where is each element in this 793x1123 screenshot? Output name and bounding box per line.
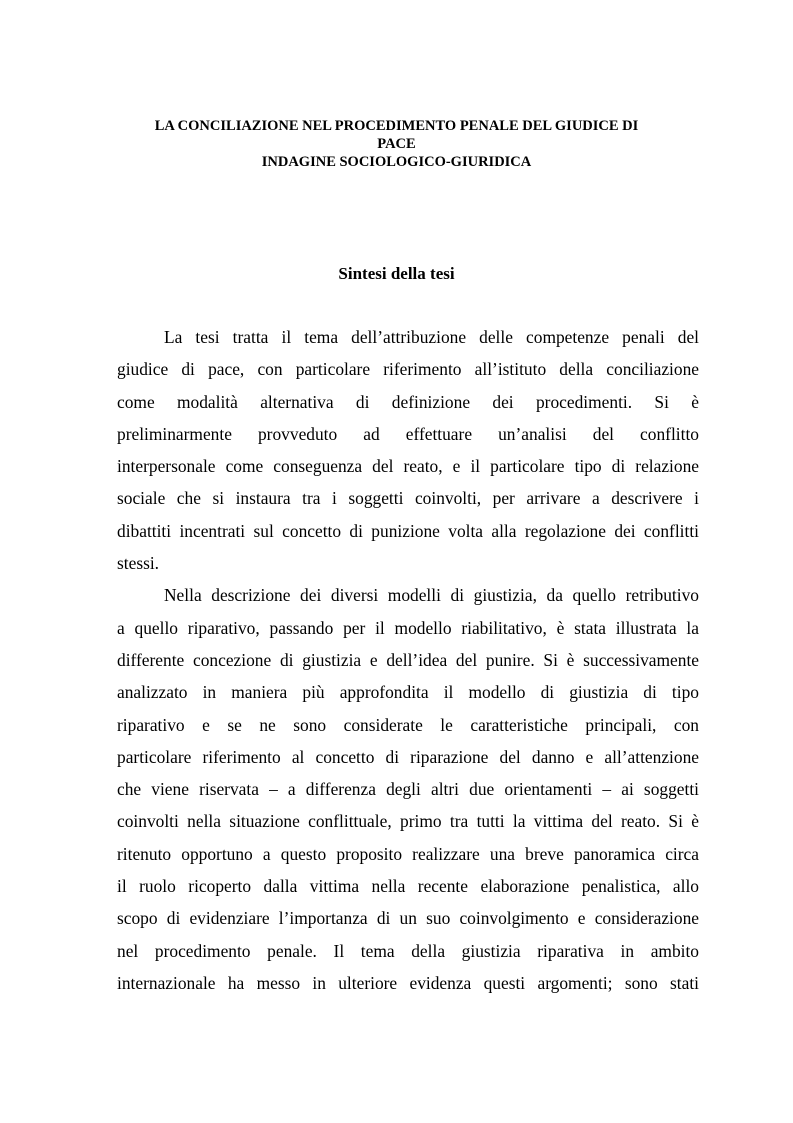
- title-line: PACE: [377, 136, 416, 152]
- paragraph-line: nel procedimento penale. Il tema della giustizia riparativa in ambito: [117, 940, 699, 961]
- paragraph-line: che viene riservata – a differenza degli altri due orientamenti – ai soggetti: [117, 779, 699, 800]
- document-title: [100, 117, 693, 171]
- paragraph-line: Nella descrizione dei diversi modelli di giustizia, da quello retributivo: [164, 585, 699, 606]
- body-text: [117, 321, 699, 999]
- paragraph-line: differente concezione di giustizia e dell’idea del punire. Si è successivamente: [117, 649, 699, 670]
- paragraph-line: internazionale ha messo in ulteriore evidenza questi argomenti; sono stati: [117, 972, 699, 993]
- title-line: INDAGINE SOCIOLOGICO-GIURIDICA: [261, 154, 532, 170]
- paragraph-line: interpersonale come conseguenza del reato, e il particolare tipo di relazione: [117, 456, 699, 477]
- paragraph-line: il ruolo ricoperto dalla vittima nella recente elaborazione penalistica, allo: [117, 876, 699, 897]
- paragraph-line: coinvolti nella situazione conflittuale, primo tra tutti la vittima del reato. Si è: [117, 811, 699, 832]
- paragraph-line: La tesi tratta il tema dell’attribuzione delle competenze penali del: [164, 327, 699, 347]
- paragraph-line: a quello riparativo, passando per il modello riabilitativo, è stata illustrata la: [117, 617, 699, 638]
- paragraph-2: [117, 579, 699, 999]
- title-line: LA CONCILIAZIONE NEL PROCEDIMENTO PENALE DEL GIUDICE DI: [154, 118, 639, 134]
- paragraph-line: come modalità alternativa di definizione dei procedimenti. Si è: [117, 391, 699, 412]
- paragraph-1: [117, 321, 699, 579]
- paragraph-line: preliminarmente provveduto ad effettuare un’analisi del conflitto: [117, 423, 699, 444]
- paragraph-line: particolare riferimento al concetto di riparazione del danno e all’attenzione: [117, 746, 699, 767]
- section-heading: Sintesi della tesi: [338, 264, 455, 283]
- paragraph-line: giudice di pace, con particolare riferimento all’istituto della conciliazione: [117, 359, 699, 380]
- paragraph-line: stessi.: [117, 553, 160, 574]
- paragraph-line: sociale che si instaura tra i soggetti coinvolti, per arrivare a descrivere i: [117, 488, 699, 509]
- paragraph-line: scopo di evidenziare l’importanza di un suo coinvolgimento e considerazione: [117, 908, 699, 929]
- paragraph-line: riparativo e se ne sono considerate le caratteristiche principali, con: [117, 714, 699, 735]
- paragraph-line: ritenuto opportuno a questo proposito realizzare una breve panoramica circa: [117, 843, 699, 864]
- paragraph-line: dibattiti incentrati sul concetto di punizione volta alla regolazione dei conflitti: [117, 520, 699, 541]
- paragraph-line: analizzato in maniera più approfondita il modello di giustizia di tipo: [117, 682, 699, 703]
